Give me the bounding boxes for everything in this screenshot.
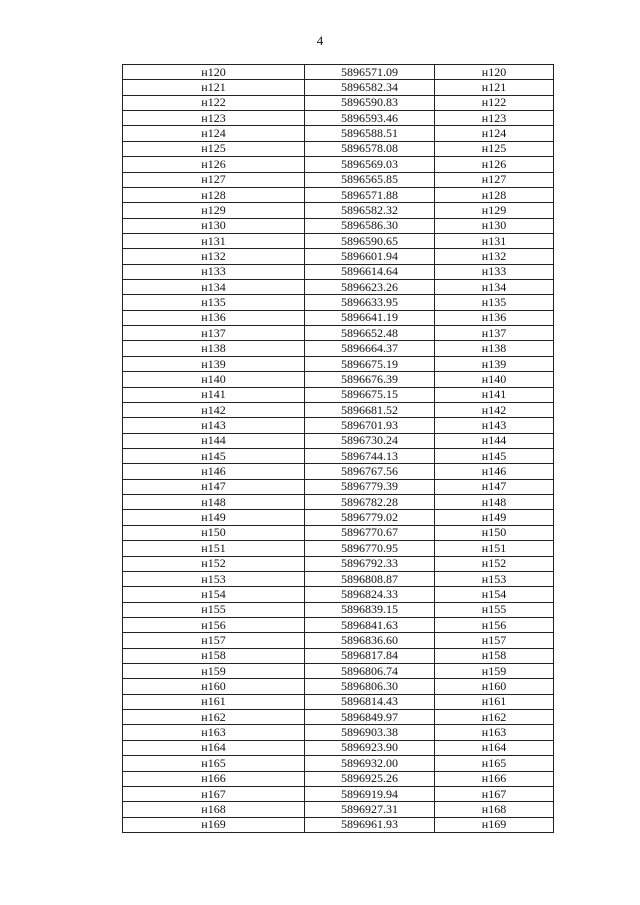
table-row: [123, 233, 554, 248]
point-id-cell: н141: [123, 387, 305, 402]
point-id-cell: н150: [123, 525, 305, 540]
point-id-next-cell: н126: [435, 157, 554, 172]
point-id-next-cell: н137: [435, 326, 554, 341]
point-id-cell: н120: [123, 65, 305, 80]
point-id-cell: н133: [123, 264, 305, 279]
coordinate-value-cell: 5896676.39: [305, 372, 435, 387]
point-id-cell: н135: [123, 295, 305, 310]
table-row: [123, 587, 554, 602]
table-row: [123, 418, 554, 433]
coordinate-value-cell: 5896923.90: [305, 740, 435, 755]
table-row: [123, 556, 554, 571]
table-row: [123, 172, 554, 187]
coordinate-value-cell: 5896903.38: [305, 725, 435, 740]
point-id-next-cell: н136: [435, 310, 554, 325]
point-id-next-cell: н143: [435, 418, 554, 433]
coordinate-value-cell: 5896824.33: [305, 587, 435, 602]
coordinate-value-cell: 5896806.30: [305, 679, 435, 694]
coordinate-value-cell: 5896623.26: [305, 280, 435, 295]
point-id-cell: н131: [123, 233, 305, 248]
point-id-next-cell: н154: [435, 587, 554, 602]
coordinate-value-cell: 5896588.51: [305, 126, 435, 141]
coordinate-value-cell: 5896919.94: [305, 786, 435, 801]
table-row: [123, 356, 554, 371]
coordinates-table: [122, 64, 554, 833]
point-id-cell: н152: [123, 556, 305, 571]
point-id-cell: н165: [123, 756, 305, 771]
coordinate-value-cell: 5896565.85: [305, 172, 435, 187]
point-id-cell: н151: [123, 541, 305, 556]
coordinate-value-cell: 5896571.88: [305, 187, 435, 202]
table-row: [123, 111, 554, 126]
point-id-next-cell: н153: [435, 571, 554, 586]
coordinate-value-cell: 5896814.43: [305, 694, 435, 709]
coordinate-value-cell: 5896578.08: [305, 141, 435, 156]
coordinate-value-cell: 5896961.93: [305, 817, 435, 832]
table-row: [123, 95, 554, 110]
coordinates-table-body: [123, 65, 554, 833]
coordinate-value-cell: 5896582.32: [305, 203, 435, 218]
table-row: [123, 372, 554, 387]
table-row: [123, 464, 554, 479]
table-row: [123, 295, 554, 310]
point-id-cell: н123: [123, 111, 305, 126]
coordinate-value-cell: 5896744.13: [305, 448, 435, 463]
point-id-cell: н125: [123, 141, 305, 156]
table-row: [123, 725, 554, 740]
table-row: [123, 141, 554, 156]
point-id-cell: н154: [123, 587, 305, 602]
point-id-next-cell: н162: [435, 710, 554, 725]
coordinate-value-cell: 5896571.09: [305, 65, 435, 80]
point-id-cell: н161: [123, 694, 305, 709]
table-row: [123, 541, 554, 556]
point-id-next-cell: н148: [435, 495, 554, 510]
table-row: [123, 187, 554, 202]
point-id-cell: н160: [123, 679, 305, 694]
point-id-next-cell: н129: [435, 203, 554, 218]
point-id-cell: н130: [123, 218, 305, 233]
point-id-next-cell: н133: [435, 264, 554, 279]
coordinate-value-cell: 5896925.26: [305, 771, 435, 786]
table-row: [123, 326, 554, 341]
point-id-cell: н156: [123, 617, 305, 632]
table-row: [123, 525, 554, 540]
point-id-cell: н145: [123, 448, 305, 463]
point-id-next-cell: н161: [435, 694, 554, 709]
point-id-cell: н167: [123, 786, 305, 801]
table-row: [123, 740, 554, 755]
point-id-cell: н136: [123, 310, 305, 325]
point-id-cell: н146: [123, 464, 305, 479]
table-row: [123, 433, 554, 448]
point-id-next-cell: н131: [435, 233, 554, 248]
point-id-cell: н138: [123, 341, 305, 356]
point-id-next-cell: н146: [435, 464, 554, 479]
coordinate-value-cell: 5896808.87: [305, 571, 435, 586]
page-number: 4: [316, 33, 324, 48]
point-id-cell: н155: [123, 602, 305, 617]
point-id-next-cell: н157: [435, 633, 554, 648]
table-row: [123, 126, 554, 141]
point-id-next-cell: н121: [435, 80, 554, 95]
point-id-cell: н134: [123, 280, 305, 295]
point-id-next-cell: н142: [435, 402, 554, 417]
coordinate-value-cell: 5896779.02: [305, 510, 435, 525]
table-row: [123, 617, 554, 632]
point-id-next-cell: н150: [435, 525, 554, 540]
point-id-next-cell: н168: [435, 802, 554, 817]
table-row: [123, 571, 554, 586]
table-row: [123, 448, 554, 463]
coordinate-value-cell: 5896927.31: [305, 802, 435, 817]
point-id-cell: н162: [123, 710, 305, 725]
point-id-next-cell: н122: [435, 95, 554, 110]
point-id-cell: н158: [123, 648, 305, 663]
point-id-next-cell: н147: [435, 479, 554, 494]
coordinate-value-cell: 5896839.15: [305, 602, 435, 617]
point-id-next-cell: н120: [435, 65, 554, 80]
table-row: [123, 65, 554, 80]
point-id-next-cell: н138: [435, 341, 554, 356]
table-row: [123, 648, 554, 663]
table-row: [123, 679, 554, 694]
point-id-cell: н142: [123, 402, 305, 417]
coordinate-value-cell: 5896849.97: [305, 710, 435, 725]
coordinate-value-cell: 5896730.24: [305, 433, 435, 448]
table-row: [123, 633, 554, 648]
coordinate-value-cell: 5896792.33: [305, 556, 435, 571]
coordinate-value-cell: 5896590.83: [305, 95, 435, 110]
point-id-next-cell: н151: [435, 541, 554, 556]
table-row: [123, 387, 554, 402]
point-id-next-cell: н124: [435, 126, 554, 141]
coordinate-value-cell: 5896593.46: [305, 111, 435, 126]
point-id-next-cell: н144: [435, 433, 554, 448]
table-row: [123, 771, 554, 786]
point-id-cell: н163: [123, 725, 305, 740]
table-row: [123, 249, 554, 264]
point-id-next-cell: н132: [435, 249, 554, 264]
coordinate-value-cell: 5896770.67: [305, 525, 435, 540]
table-row: [123, 786, 554, 801]
point-id-cell: н139: [123, 356, 305, 371]
point-id-cell: н127: [123, 172, 305, 187]
table-row: [123, 203, 554, 218]
coordinate-value-cell: 5896614.64: [305, 264, 435, 279]
coordinate-value-cell: 5896841.63: [305, 617, 435, 632]
coordinate-value-cell: 5896601.94: [305, 249, 435, 264]
table-row: [123, 310, 554, 325]
table-row: [123, 495, 554, 510]
table-row: [123, 402, 554, 417]
point-id-next-cell: н165: [435, 756, 554, 771]
point-id-next-cell: н127: [435, 172, 554, 187]
table-row: [123, 694, 554, 709]
table-row: [123, 157, 554, 172]
point-id-next-cell: н123: [435, 111, 554, 126]
point-id-cell: н168: [123, 802, 305, 817]
point-id-next-cell: н160: [435, 679, 554, 694]
point-id-next-cell: н125: [435, 141, 554, 156]
coordinate-value-cell: 5896767.56: [305, 464, 435, 479]
point-id-next-cell: н156: [435, 617, 554, 632]
point-id-cell: н128: [123, 187, 305, 202]
coordinate-value-cell: 5896782.28: [305, 495, 435, 510]
point-id-next-cell: н167: [435, 786, 554, 801]
coordinate-value-cell: 5896806.74: [305, 664, 435, 679]
point-id-cell: н137: [123, 326, 305, 341]
point-id-cell: н122: [123, 95, 305, 110]
table-row: [123, 510, 554, 525]
table-row: [123, 479, 554, 494]
coordinate-value-cell: 5896675.19: [305, 356, 435, 371]
point-id-next-cell: н152: [435, 556, 554, 571]
point-id-next-cell: н159: [435, 664, 554, 679]
point-id-next-cell: н155: [435, 602, 554, 617]
coordinate-value-cell: 5896652.48: [305, 326, 435, 341]
point-id-cell: н124: [123, 126, 305, 141]
point-id-cell: н143: [123, 418, 305, 433]
point-id-next-cell: н141: [435, 387, 554, 402]
coordinate-value-cell: 5896582.34: [305, 80, 435, 95]
coordinate-value-cell: 5896569.03: [305, 157, 435, 172]
point-id-cell: н169: [123, 817, 305, 832]
table-row: [123, 817, 554, 832]
table-row: [123, 280, 554, 295]
coordinate-value-cell: 5896779.39: [305, 479, 435, 494]
coordinate-value-cell: 5896932.00: [305, 756, 435, 771]
table-row: [123, 756, 554, 771]
point-id-next-cell: н149: [435, 510, 554, 525]
point-id-next-cell: н166: [435, 771, 554, 786]
coordinate-value-cell: 5896836.60: [305, 633, 435, 648]
table-row: [123, 664, 554, 679]
point-id-cell: н149: [123, 510, 305, 525]
table-row: [123, 264, 554, 279]
table-row: [123, 802, 554, 817]
point-id-cell: н144: [123, 433, 305, 448]
coordinate-value-cell: 5896633.95: [305, 295, 435, 310]
coordinate-value-cell: 5896817.84: [305, 648, 435, 663]
point-id-cell: н129: [123, 203, 305, 218]
coordinate-value-cell: 5896701.93: [305, 418, 435, 433]
coordinate-value-cell: 5896770.95: [305, 541, 435, 556]
coordinate-value-cell: 5896681.52: [305, 402, 435, 417]
point-id-cell: н132: [123, 249, 305, 264]
coordinate-value-cell: 5896586.30: [305, 218, 435, 233]
coordinate-value-cell: 5896641.19: [305, 310, 435, 325]
point-id-next-cell: н145: [435, 448, 554, 463]
point-id-next-cell: н135: [435, 295, 554, 310]
table-row: [123, 602, 554, 617]
point-id-cell: н166: [123, 771, 305, 786]
point-id-cell: н126: [123, 157, 305, 172]
point-id-next-cell: н169: [435, 817, 554, 832]
table-row: [123, 80, 554, 95]
point-id-cell: н159: [123, 664, 305, 679]
point-id-cell: н164: [123, 740, 305, 755]
point-id-cell: н121: [123, 80, 305, 95]
point-id-next-cell: н140: [435, 372, 554, 387]
table-row: [123, 710, 554, 725]
coordinate-value-cell: 5896590.65: [305, 233, 435, 248]
coordinate-value-cell: 5896675.15: [305, 387, 435, 402]
point-id-cell: н147: [123, 479, 305, 494]
point-id-next-cell: н134: [435, 280, 554, 295]
point-id-next-cell: н164: [435, 740, 554, 755]
table-row: [123, 341, 554, 356]
point-id-cell: н153: [123, 571, 305, 586]
point-id-cell: н157: [123, 633, 305, 648]
point-id-cell: н140: [123, 372, 305, 387]
coordinate-value-cell: 5896664.37: [305, 341, 435, 356]
point-id-cell: н148: [123, 495, 305, 510]
point-id-next-cell: н163: [435, 725, 554, 740]
table-row: [123, 218, 554, 233]
point-id-next-cell: н139: [435, 356, 554, 371]
point-id-next-cell: н128: [435, 187, 554, 202]
point-id-next-cell: н130: [435, 218, 554, 233]
point-id-next-cell: н158: [435, 648, 554, 663]
